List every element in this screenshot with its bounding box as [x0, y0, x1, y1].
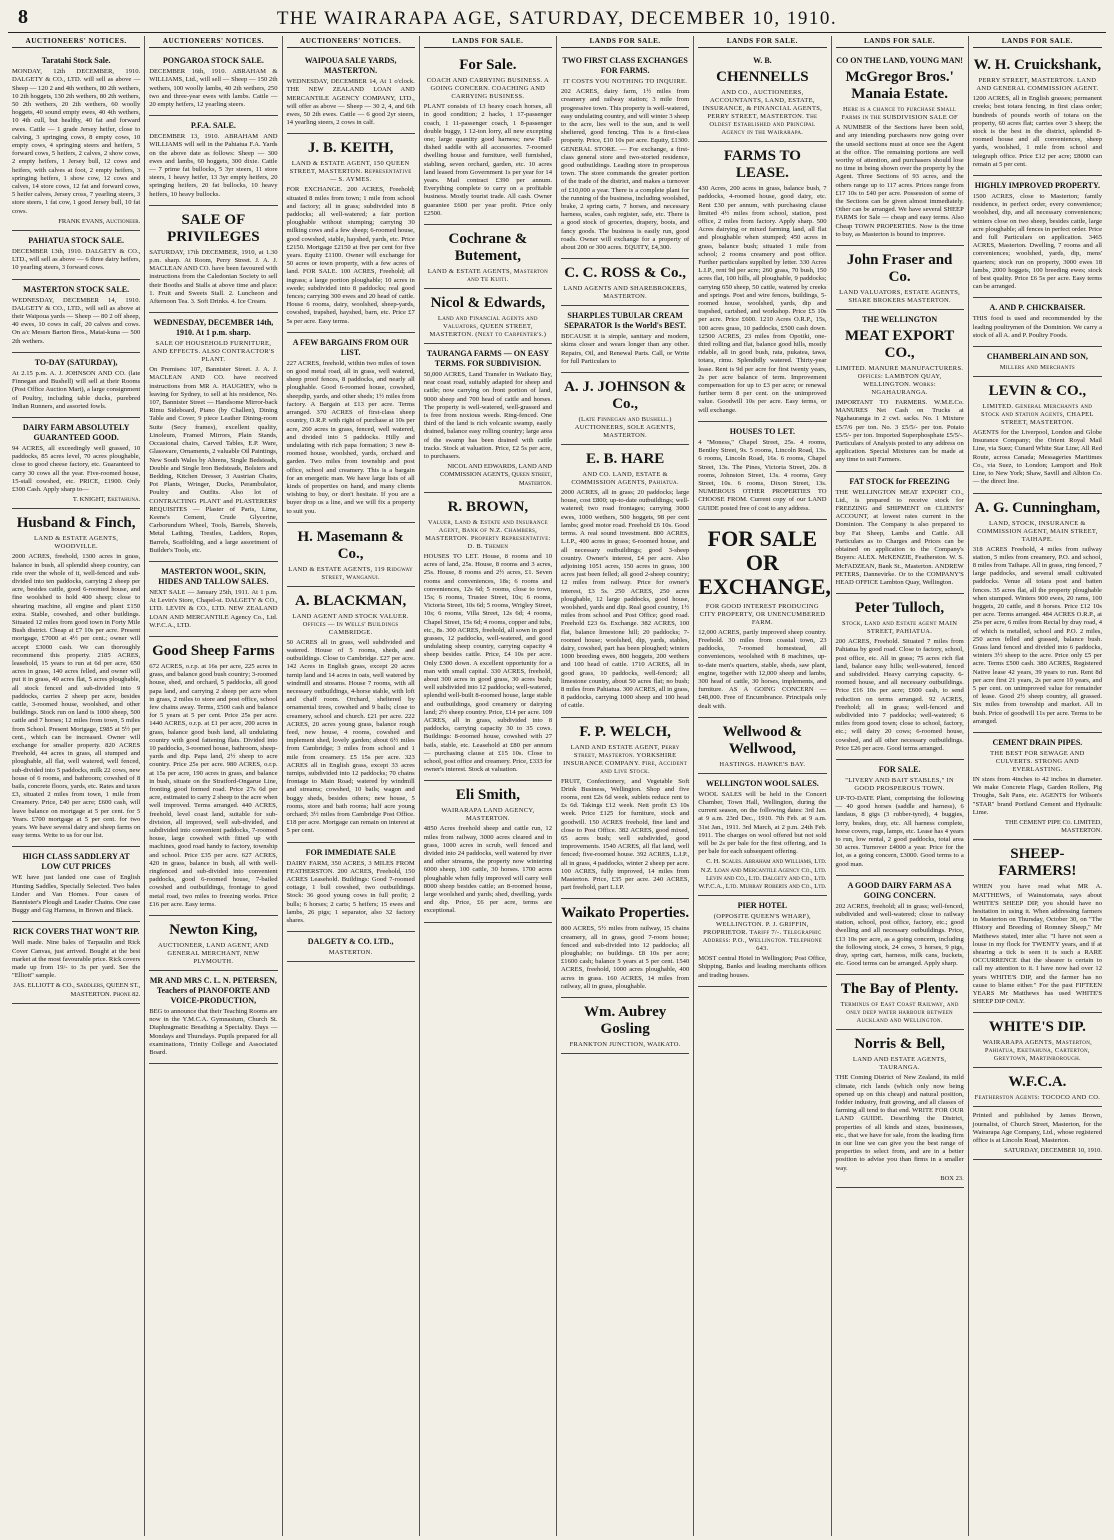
ad-heading: A GOOD DAIRY FARM AS A GOING CONCERN. — [847, 880, 952, 900]
ad-name: W.F.C.A. — [1008, 1074, 1067, 1091]
ad-body-text: 4850 Acres freehold sheep and cattle run, 12 miles from railway, 3000 acres cleared and in grass, 1000 acres in scrub, well fenced and divided into 24 paddocks, well watered by river and other streams, the property now wintering 6000 sheep, 100 cattle, 30 horses. 1700 acres ploughable when fully improved will carry well 8000 sheep besides cattle; an 8-roomed house, large woolshed and yards; shed, dwelling, yards and dip. Price, £6 per acre, terms are exceptional. — [423, 825, 552, 915]
column-7 — [832, 36, 969, 1536]
ad-heading: HOUSES TO LET. — [729, 426, 795, 436]
ad-body-text: 202 ACRES, dairy farm, 1½ miles from creamery and railway station; 3 mile from progressive town. This property is well-watered, easy undulating country, and will winter 3 sheep to the acre, lies well to the sun, and is well sheltered, good fencing. This is a first-class property. Price, £10 10s per acre. Equity, £1300. GENERAL STORE. — For exchange, a first-class general store and two-storied residence, good outbuildings. Leading store in prosperous town. The store commands the greater portion of the trade of the district, and makes a turnover of £10,000 a year. There is a complete plant for the running of the business, including woolshed, brake, 2 spring carts, 7 horses, and necessary harness, scales, cash register, safe, etc. There is a good stock of groceries, drapery, boots, and fancy goods. The business is easily run, good roads. Owner will exchange for a property of about 200 or 300 acres. EQUITY, £4,300. — [561, 88, 690, 252]
ad-heading: A FEW BARGAINS FROM OUR LIST. — [292, 337, 409, 357]
ad-body-text: 12,000 ACRES, partly improved sheep country. Freehold. 30 miles from coastal town, 23 paddocks, 7-roomed homestead, all conveniences, woolshed with 8 machines, up-to-date men's quarters, stable, sheds, saw plant, engine, together with 12,000 sheep and lambs, 300 head of cattle, 30 horses, implements, and furniture. AS A GOING CONCERN — £48,000. Free of Encumbrance. Principals only dealt with. — [698, 628, 827, 710]
advertisement — [836, 876, 964, 976]
ad-subheading: FRANKTON JUNCTION, WAIKATO. — [569, 1041, 681, 1049]
ad-name: H. Masemann & Co., — [297, 528, 404, 562]
advertisement — [12, 922, 140, 1003]
ad-body-text: 2000 ACRES, freehold, 1300 acres in grass, balance in bush, all splendid sheep country, can ride over the whole of it, well-fenced and sub-divided into ten paddocks, carrying 2 sheep per acre, besides cattle, good 6-roomed house, and fine woolshed to hold 400 sheep; close to shearing machine, all engine and plant £150 extra. Stable, cowshed, and other buildings. Situated 12 miles from good town in Forty Mile Bush district. Cheap at £7 10s per acre. Present mortgage, £7000 at 4½ per cent.; owner will accept £3000 cash. We can thoroughly recommend this property. 2185 ACRES, leasehold, 15 years to run at 6d per acre, 650 acres in grass, 140 acres felled, and owner will put it in grass, 40 acres flat, 5 acres ploughable, all stock fenced and sub-divided into 9 paddocks, carries 2 sheep per acre, besides cattle, 3-roomed house, woolshed, and other buildings. Stock run on land is 1000 sheep, 500 cattle and 7 horses; 12 miles from town, 5 miles from School. Present Mortgage, £985 at 5½ per cent., which can be increased. Owner will exchange for smaller property. 820 ACRES Freehold, 44 acres in grass, all stumped and ploughable, all flat, well watered, well fenced, sub-divided into 5 paddocks, milk 22 cows, new house of 6 rooms, and bathroom; cowshed of 8 bails, concrete floors, yards, etc. Rates and taxes £3, situated 2 miles from town, 1 mile from Creamery. Price, £40 per acre; £600 cash, will leave balance on mortgage at 5 per cent. for 5 Years. £700 mortgage at 5 per cent. for two years. We have several dairy and sheep farms on easy terms. Write to us for our list. — [12, 553, 141, 840]
advertisement — [12, 509, 140, 847]
ad-body-text: THE Coming District of New Zealand, its mild climate, rich lands (which only now being opened up on this cheap) and natural position, fodder industry, fruit growing, and all classes of farming all tend to that end. WRITE FOR OUR LAND GUIDE. Describing the District, properties of all kinds and sizes, businesses, etc., that we have for sale, from the leading firm in our line we can give you the best range of properties to select from, and are in a better position to advise you than firms in a smaller way. — [835, 1074, 964, 1172]
ad-name: Peter Tulloch, — [855, 600, 945, 617]
ad-heading: MASTERTON STOCK SALE. — [23, 284, 130, 294]
ad-name: Eli Smith, — [455, 787, 520, 804]
advertisement — [12, 353, 140, 418]
advertisement — [149, 206, 277, 313]
ad-body-text: Well made. Nine bales of Tarpaulin and Rick Cover Canvas, just arrived. Bought at the best market at the most favourable price. Rick covers made up from 19/- to 3s per yard. See the "Elliott" sample. — [12, 939, 141, 980]
ad-heading: RICK COVERS THAT WON'T RIP. — [12, 927, 140, 937]
ad-heading: HIGH CLASS SADDLERY AT LOW CUT PRICES — [22, 852, 130, 872]
ad-subheading: (OPPOSITE QUEEN'S WHARF), WELLINGTON. P. J. GRIFFIN, PROPRIETOR. Tariff 7/-. Telegraphic Address: P.O., Wellington. Telephone 643. — [702, 913, 823, 953]
ad-name: Cochrane & Butement, — [448, 231, 528, 265]
column-8 — [969, 36, 1106, 1536]
newspaper-columns — [8, 36, 1106, 1536]
advertisement — [836, 51, 964, 246]
ad-name: SHEEP-FARMERS! — [998, 846, 1077, 880]
advertisement — [561, 899, 689, 998]
ad-body-text: 94 ACRES, all exceedingly well grassed, 10 paddocks, 85 acres level, 70 acres ploughable, close to good cheese factory, etc. Guaranteed to carry 30 cows all the year. Five-roomed house, 15-stall cowshed, etc. PRICE, £1900. Only £300 Cash. Apply sharp to— — [12, 444, 141, 493]
ad-heading: CO ON THE LAND, YOUNG MAN! — [836, 56, 963, 66]
ad-signature: NICOL AND EDWARDS, LAND AND COMMISSION AGENTS, Queen Street, Masterton. — [439, 463, 552, 487]
ad-name: MEAT EXPORT CO., — [844, 328, 955, 362]
ad-name: CHENNELLS — [716, 69, 809, 86]
ad-body-text: 2000 ACRES, all in grass; 20 paddocks; large house, cost £800; up-to-date outbuildings; well-watered; two road frontages; carrying 3000 ewes, 1000 wethers, 500 hoggets, 98 per cent lambs; good motor road. Freehold £6 10s. Good terms. A real sound investment. 800 ACRES, L.I.P., 400 acres in grass; 6-roomed house, and all necessary outbuildings; good 3-sheep country. Owner's interest, £4 per acre. Also adjoining 1051 acres, 150 acres in grass, 100 acres just been felled; all good 2-sheep country; 12 miles from railway. Price for owner's interest, £3 5s. 250 ACRES, 250 acres ploughable, 12 large paddocks, good house, woolshed, yards and dip. Real good country, 1½ miles from school and Post Office; good road. Freehold £23 6s. Exchange. 382 ACRES, 100 flat, balance limestone hill; 20 paddocks; 7-roomed house; woolshed, dip, yards, stables, dairy, cowshed, part has been ploughed; winters 1000 breeding ewes, 800 hoggets, 200 wethers and 100 head of cattle. 1710 ACRES, all in good grass, 10 paddocks, well-fenced; all limestone country, about 50 acres flat; no bush; 8 miles from Pahiatua. 300 ACRES, all in grass, 8 paddocks, carrying 1000 sheep and 100 head of cattle. — [561, 489, 690, 710]
ad-subheading: LAND AND ESTATE AGENT, Perry Street, Masterton. YORKSHIRE INSURANCE COMPANY. Fire, Accident and Live Stock. — [563, 743, 688, 775]
advertisement — [424, 225, 552, 289]
ad-body-text: WHEN you have read what MR A. MATTHEWS, of Wainuiomata, says about WHITE'S SHEEP DIP, you should have no hesitation in using it. When addressing farmers in Masterton on Thursday, October 30, on "The History and Breeding of Romney Sheep," Mr Matthews stated, inter alia: "I have not seen a louse in my flock for TWENTY years, and if at shearing a tick is seen it is such a RARE OCCURRENCE that the shearer is certain to call my attention to it. I have now had over 12 years WHITE'S DIP, and the farmer has no cause to blame either." For the past FIFTEEN YEARS Mr Matthews has used WHITE'S SHEEP DIP ONLY. — [972, 883, 1102, 1006]
ad-body-text: 4 "Moness," Chapel Street, 25s. 4 rooms, Bentley Street, 9s. 5 rooms, Lincoln Road, 13s. 6 rooms, Lincoln Road, 16s. 6 rooms, Chapel Street, 13s. The Pines, Victoria Street, 20s. 8 rooms, Johnston Street, 13s. 4 rooms, Grey Street, 10s. 6 rooms, Dixon Street, 13s. NUMEROUS OTHER PROPERTIES TO CHOOSE FROM. Current copy of our LAND GUIDE posted free of cost to any address. — [698, 438, 827, 512]
ad-heading: THE WELLINGTON — [862, 315, 938, 325]
advertisement — [973, 733, 1102, 840]
advertisement — [149, 313, 277, 562]
advertisement — [973, 298, 1102, 347]
ad-heading: W. B. — [753, 56, 772, 66]
ad-body-text: 318 ACRES Freehold, 4 miles from railway station, 5 miles from creamery, P.O. and school, 8 miles from Taihape. All in grass, ring fenced, 7 large paddocks, and several small cultivated paddocks. Venue all totara post and batten fences. 35 acres flat, all the property ploughable when stumped. Winters 900 ewes, 20 rams, 100 hoggets, 20 cattle, and 8 horses. Price £12 10s per acre. Terms arranged. 484 ACRES O.R.P., at 25s per acre, 6 miles from Rectal by dray road, 4 of which is metalled, school and P.O. 2 miles, 250 acres felled and grassed, balance bush. Grass land fenced and divided into 6 paddocks, winters 3½ sheep to the acre. Price only £5 per acre. Terms £500 cash. 380 ACRES, Registered Native lease 42 years, 39 years to run. Rent 8d per acre first 21 years, 2s per acre 10 years, and 5 per cent. on unimproved value for remainder of lease. Good 2½ sheep country, all grassed. Six miles from township and market. All in bush. Price of goodwill 11s per acre. Terms to be arranged. — [972, 545, 1102, 725]
ad-heading: DAIRY FARM ABSOLUTELY GUARANTEED GOOD. — [22, 422, 130, 442]
advertisement — [836, 246, 964, 310]
ad-name: Wm. Aubrey Gosling — [584, 1004, 667, 1038]
advertisement — [561, 998, 689, 1054]
ad-name: SALE OF PRIVILEGES — [167, 211, 260, 245]
ad-subheading: AND CO., AUCTIONEERS, ACCOUNTANTS, LAND, ESTATE, INSURANCE, & FINANCIAL AGENTS, PERRY STREET, MASTERTON. The Oldest Established and Principal Agency in the Wairarapa. — [702, 89, 823, 137]
ad-subheading: "LIVERY AND BAIT STABLES," IN GOOD PROSPEROUS TOWN. — [845, 776, 954, 792]
column-header: LANDS FOR SALE. — [561, 36, 689, 48]
ad-name: Norris & Bell, — [854, 1036, 945, 1053]
advertisement — [287, 587, 415, 843]
ad-subheading: LAND & ESTATE AGENTS, Masterton and Te Kuiti. — [427, 268, 548, 284]
ad-signature: FRANK EVANS, Auctioneer. — [58, 217, 141, 225]
ad-subheading: WAIRARAPA AGENTS, Masterton, Pahiatua, Eketahuna, Carterton, Greytown, Martinborough. — [982, 1039, 1093, 1063]
advertisement — [287, 134, 415, 332]
ad-subheading: AND CO. LAND, ESTATE & COMMISSION AGENTS, Pahiatua. — [571, 471, 679, 487]
advertisement — [836, 472, 964, 594]
ad-subheading: Valuer, Land & Estate and Insurance Agent, Bank of N.Z. Chambers, MASTERTON. Property Representative: D. B. Themen — [425, 518, 551, 550]
advertisement — [12, 418, 140, 509]
ad-body-text: DECEMBER 13th, 1910. DALGETY & CO., LTD., will sell as above — 6 three dairy heifers, 10 yearling steers, 3 forward cows. — [12, 248, 141, 272]
ad-body-text: PLANT consists of 13 heavy coach horses, all in good condition; 2 hacks, 1 17-passenger coach, 1 11-passenger coach, 1 8-passenger double buggy, 1 12-ton lorry, all new excepting one; large quantity good harness; new Hall-dished saddle with all accessories. 7-roomed dwelling house and furniture, well furnished, stabling, seven orchard, garden, etc. 10 acres land leased from Government 1s per year for 14 years. Mail contract £390 per annum. Everything complete to carry on a profitable business. Mostly tourist trade. All cash. Owner guarantee £600 per year profit. Price only £2500. — [423, 103, 552, 217]
ad-heading: A. AND P. CHICKBAISER. — [989, 303, 1086, 313]
advertisement — [561, 259, 689, 306]
ad-body-text: 430 Acres, 200 acres in grass, balance bush, 7 paddocks, 4-roomed house, good dairy, etc. Rent £30 per annum, with purchasing clause limited 4½ miles from school, station, post office, 2 miles from factory. Apply sharp. 500 Acres dairying or mixed farming land, all flat and ploughable when stumped; 450 acres in grass, balance bush; situated 1 mile from school; 2 rooms creamery and post office. Further particulars supplied by letter. 330 Acres L.I.P., rent 9d per acre; 260 grass, 70 bush, 150 acres flat, 100 hills, all ploughable, 9 paddocks; carrying 650 sheep, 50 cattle, watered by creeks and springs. Post and wire fences, buildings, 5-roomed house, woolshed, yards, dip and trapshed, cartshed, and workshop. Price £5 10s per acre. Price £600. 1210 Acres O.R.P., 15s, 100 acres grass, 10 paddocks, £500 cash down. 12500 ACRES, 23 miles from Opotiki, one-third rolling and flat, balance good hills, mostly ridable, all in good bush, rata, pukatea, tawa, totara, rimu. Splendidly watered. Thirty-year lease. Rent is 9d per acre for first twenty years, 2s per acre balance of term. Improvement compensation for up to £3 per acre; or renewal further term 8 per cent. on the unimproved value. Goodwill 10s per acre. Easy terms, or will exchange. — [698, 185, 827, 414]
ad-subheading: LAND AGENT AND STOCK VALUER. Offices — In Wells' Buildings CAMBRIDGE. — [292, 612, 409, 636]
ad-name: W. H. Cruickshank, — [973, 57, 1102, 74]
ad-subheading: FOR GOOD INTEREST PRODUCING CITY PROPERTY, OR UNENCUMBERED FARM. — [699, 602, 826, 626]
advertisement — [973, 1107, 1102, 1160]
ad-name: E. B. HARE — [585, 451, 665, 468]
advertisement — [561, 445, 689, 717]
ad-body-text: SATURDAY, 17th DECEMBER, 1910, at 1.30 p.m. sharp. At Room, Perry Street. J. A. J. MACLEAN AND CO. have been favoured with instructions from the Caledonian Society to sell their Booths and Stalls at above time and place: 1. Fruit and Sweets Stall. 2. Luncheon and Afternoon Tea. 3. Soft Drinks. 4. Ice Cream. — [149, 248, 278, 306]
advertisement — [973, 51, 1102, 176]
advertisement — [836, 310, 964, 472]
ad-name: A. J. JOHNSON & Co., — [564, 379, 687, 413]
ad-body-text: MONDAY, 12th DECEMBER, 1910. DALGETY & CO., LTD. will sell as above — Sheep — 120 2 and 4th wethers, 80 2th wethers, 10 2th hoggets, 130 2th wethers, 80 2th wethers, 50 2th wethers, 20 2th wethers, 60 woolly hoggets, 40 sound empty ewes, 40 4th wethers, 10 4th cull, but healthy, 40 fat and forward ewes. Cattle — 1 grade Jersey heifer, close to calving, 3 springing cows, 8 empty cows, 10 empty cows, 4 springing steers and heifers, 5 forward cows, 5 heifers, 2 calves, 2 show cows, 2 empty heifers, 1 Jersey bull, 12 cows and heifers, with calves at foot, 2 empty heifers, 3 springing heifers, 1 show cow, 12 cows and calves, 14 store cows, 12 fat and forward cows, 5 heifer calves, Jersey cross, 7 yearling steers, 3 store steers, 1 fat cow, 1 good Jersey bull, 10 fat cows. — [12, 68, 141, 215]
ad-heading: WELLINGTON WOOL SALES. — [705, 778, 819, 788]
ad-subheading: Land and Financial Agents and Valuators, QUEEN STREET, MASTERTON. (Next to Carpenter's.) — [429, 315, 547, 339]
ad-name: Good Sheep Farms — [152, 642, 275, 659]
ad-body-text: MOST central Hotel in Wellington; Post Office, Shipping, Banks and leading merchants offices and trading houses. — [698, 955, 827, 979]
advertisement — [698, 422, 826, 520]
advertisement — [287, 333, 415, 523]
ad-signature: JAS. ELLIOTT & CO., Saddlers, QUEEN ST., MASTERTON. Phone 82. — [13, 982, 141, 998]
ad-signature: BOX 23. — [940, 1174, 964, 1182]
advertisement — [973, 840, 1102, 1013]
ad-name: McGregor Bros.' Manaia Estate. — [845, 69, 954, 103]
advertisement — [973, 176, 1102, 298]
advertisement — [287, 523, 415, 587]
ad-heading: PIER HOTEL — [737, 901, 788, 911]
advertisement — [698, 520, 831, 718]
ad-body-text: On Premises: 107, Bannister Street. J. A. J. MACLEAN AND CO. have received instructions from MR A. HAUGHEY, who is leaving for Sydney, to sell at his residence, No. 107, Bannister Street — Handsome Mirror-back Rimu Sideboard, Piano (by Challen), Dining Table and Cover, 9 piece Leather Dining-room Suite (Secy frames), excellent quality, Linoleum, Framed Mirrors, Plain Stands, Occasional chairs, Carved Tables, E.P. Ware, Glassware, Ornaments, 2 valuable Oil Paintings, New South Wales by Ahrens, Single Bedsteads, Double and Single Iron Bedsteads, Bolsters and Bedding, Kitchen Dresser, 3 Austrian Chairs, Pot Plants, Wringer, Ducks, Perambulator, Poultry and Outfits. Also lot of CONTRACTING PLANT and PLASTERERS' REQUISITES — Plaster of Paris, Lime, Keene's Cement, Crude Glycerine, Carborundum Wheel, Tools, Barrels, Shovels, Metal Lathing, Trestles, Ladders, Ropes, Barrels, Scaffolding, and a large assortment of Builder's Tools, etc. — [149, 366, 278, 554]
column-4 — [420, 36, 557, 1536]
ad-heading: SHARPLES TUBULAR CREAM SEPARATOR Is the World's BEST. — [564, 311, 686, 331]
advertisement — [12, 231, 140, 280]
ad-heading: PONGAROA STOCK SALE. — [162, 56, 264, 66]
ad-name: A. G. Cunningham, — [974, 499, 1101, 516]
ad-body-text: DECEMBER 13, 1910. ABRAHAM AND WILLIAMS will sell in the Pahiatua F.A. Yards on the above date as follows: Sheep — 300 ewes and lambs, 60 hoggets, 300 dixie. Cattle — 7 prime fat bullocks, 5 3yr steers, 11 store steers, 1 heavy heifer, 13 3yr empty heifers, 20 springing heifers, 20 fat bullocks, 10 heavy heifers, 10 heavy bullocks. — [149, 133, 278, 198]
ad-body-text: 227 ACRES, freehold, within two miles of town on good metal road, all in grass, well watered, sheep proof fences, 8 paddocks, and nearly all ploughable. Good 6-roomed house, cowshed, sheepdip, yards, and other sheds; 1½ miles from factory. A Bargain at £13 per acre. Terms arranged. 370 ACRES of first-class sheep country, O.R.P. with right of purchase at 10s per acre, 260 acres in grass, fenced, well watered, and divided into 5 paddocks. Hilly and undulating with rich papa formation; 3 new 8-roomed house, woolshed, yards, orchard and garden. Two miles from township and post office, school and creamery. This is a bargain for an energetic man. We have large lists of all kinds of properties on hand, and many clients wishing to buy, or don't hesitate. If you are a buyer drop us a line, and we will fix a property to suit you. — [286, 359, 415, 515]
ad-heading: TWO FIRST CLASS EXCHANGES FOR FARMS. — [562, 56, 688, 76]
ad-subheading: LAND VALUATORS, ESTATE AGENTS, SHARE BROKERS MASTERTON. — [839, 289, 961, 305]
column-header: LANDS FOR SALE. — [698, 36, 826, 48]
column-3 — [283, 36, 420, 1536]
ad-name: A. BLACKMAN, — [295, 592, 407, 609]
column-header: AUCTIONEERS' NOTICES. — [287, 36, 415, 48]
ad-body-text: THIS food is used and recommended by the leading poultrymen of the Dominion. We carry a stock of all A. and P. Poultry Foods. — [972, 315, 1102, 339]
ad-name: Husband & Finch, — [16, 515, 136, 532]
ad-subheading: LAND & ESTATE AGENTS, 119 Ridgway Street, Wanganui. — [288, 565, 413, 581]
column-6 — [694, 36, 831, 1536]
ad-subheading: Here is a chance to purchase Small Farms in the SUBDIVISION SALE OF — [841, 106, 958, 122]
ad-subheading: LAND & ESTATE AGENTS, WOODVILLE. — [34, 535, 119, 551]
column-header: AUCTIONEERS' NOTICES. — [12, 36, 140, 48]
column-header: LANDS FOR SALE. — [973, 36, 1102, 48]
ad-subheading: MASTERTON. — [328, 949, 373, 957]
ad-subheading: AUCTIONEER, LAND AGENT, AND GENERAL MERCHANT, NEW PLYMOUTH. — [158, 942, 269, 966]
ad-body-text: NEXT SALE — January 25th, 1911. At 1 p.m. At Levin's Store, Chapel-st. DALGETY & CO., LTD. LEVIN & CO., LTD. NEW ZEALAND LOAN AND MERCANTILE Agency Co., Ltd. W.F.C.A., LTD. — [149, 588, 278, 629]
advertisement — [149, 971, 277, 1064]
advertisement — [12, 847, 140, 922]
ad-heading: WAIPOUA SALE YARDS, MASTERTON. — [304, 56, 397, 76]
advertisement — [973, 347, 1102, 377]
advertisement — [836, 975, 964, 1030]
ad-heading: TAURANGA FARMS — ON EASY TERMS. FOR SUBDIVISION. — [426, 349, 550, 369]
column-5 — [557, 36, 694, 1536]
ad-heading: MASTERTON WOOL, SKIN, HIDES AND TALLOW SALES. — [158, 566, 269, 586]
ad-body-text: 200 ACRES, Freehold. Situated 7 miles from Pahiatua by good road. Close to factory, school, post office, etc. All in grass; 75 acres rich flat land, balance easy hills; well-watered, fenced and subdivided. Heavy carrying capacity. 6-roomed house, and all necessary outbuildings. Price £16 10s per acre; £600 cash, to send reduction on terms arranged. 92 ACRES, Freehold; all in grass; well-fenced and subdivided into 7 paddocks; well-watered; 6 miles from good town; close to school, factory, etc.; will dairy 20 cows; 6-roomed house, cowshed, and all other necessary outbuildings. Price £26 per acre. Good terms arranged. — [835, 638, 964, 752]
ad-body-text: 50,000 ACRES, Land Transfer in Waikato Bay, near coast road, suitably adapted for sheep and cattle; now carrying on front portion of land, 9000 sheep and 700 head of cattle and horses. The property is well-watered, well-grassed and is free from noxious weeds. Ring-fenced. One third of the land is rich volcanic swamp, easily drained, balance easy rolling country; large area of the swamp has been drained with cattle tracks. Stock at valuation. Price, £2 5s per acre, to purchasers. — [423, 371, 552, 461]
ad-subheading: LIMITED. MANURE MANUFACTURERS. Offices: LAMBTON QUAY, WELLINGTON. Works: NGAHAURANGA. — [835, 365, 964, 397]
ad-name: For Sale. — [459, 57, 517, 74]
ad-subheading: WAIRARAPA LAND AGENCY, MASTERTON. — [441, 807, 535, 823]
ad-body-text: 1500 ACRES, close to Masterton; family residence, in perfect order, every convenience; woolshed, dip, and all necessary conveniences; winters close on two sheep, besides cattle, large acre ploughable; all fences in perfect order. Price and full Particulars on application. 3465 ACRES, Masterton. Dwelling, 7 rooms and all conveniences; woolshed, yards, dip, mens' quarters; stock run on property, 3000 ewes 18 lambs, 2000 hoggets, 100 breeding ewes; stock of best quality. Price £6 5s per acre. Easy terms can be arranged. — [972, 193, 1102, 291]
ad-body-text: DECEMBER 16th, 1910. ABRAHAM & WILLIAMS, Ltd., will sell — Sheep — 150 2th wethers, 100 woolly lambs, 40 2th wethers, 250 two and three-year ewes with lambs. Cattle — 20 empty heifers, 12 yearling steers. — [149, 68, 278, 109]
ad-heading: FOR IMMEDIATE SALE — [305, 847, 396, 857]
advertisement — [149, 51, 277, 116]
ad-body-text: DAIRY FARM, 350 ACRES, 3 MILES FROM FEATHERSTON. 200 ACRES, Freehold, 150 ACRES Leasehold. Buildings: Good 7-roomed cottage, 1 bull cowshed, two outbuildings. Stock: 36 good young cows in full profit; 2 bulls; 6 horses; 2 carts; 5 heifers; 15 ewes and lambs, 26 pigs; 1 separator, also 32 factory shares. — [286, 859, 415, 925]
advertisement — [424, 493, 552, 781]
ad-body-text: IN sizes from 4inches to 42 inches in diameter. We make Concrete Flags, Garden Rollers, Pig Troughs, Salt Pans, etc. AGENTS for Wilson's "STAR" brand Portland Cement and Hydraulic Lime. — [972, 775, 1102, 816]
ad-body-text: WOOL SALES will be held in the Concert Chamber, Town Hall, Wellington, during the current season, on the following dates: 3rd Jan. at 9 a.m. 23rd Dec., 1910. 7th Feb. at 9 a.m. 31st Jan., 1911. 3rd March, at 2 p.m. 24th Feb. 1911. The charges on wool offered but not sold will be 2s per bale for the first offering, and 1s per bale for each subsequent offering. — [698, 790, 827, 856]
ad-body-text: 1200 ACRES, all in English grasses; permanent creeks; best totara fencing, in first class order; hundreds of pounds worth of totara on the property, 60 acres flat; carries over 3 sheep; the stock is the best in the district, splendid 8-roomed house and all conveniences, sheep yards, woolshed, 1 mile from school and telegraph office. Price £12 per acre; £8000 can remain at 5 per cent. — [972, 95, 1102, 168]
column-1 — [8, 36, 145, 1536]
column-2 — [145, 36, 282, 1536]
ad-body-text: WEDNESDAY, DECEMBER 14, 1910. DALGETY & CO., LTD., will sell as above at their Waipoua yards — Sheep — 80 2 off sheep, 40 ewes, 10 cows in calf, 20 calves and cows. On a/c Messrs Barton Bros., Matai-kuna — 500 2th wethers. — [12, 296, 141, 345]
column-header: LANDS FOR SALE. — [836, 36, 964, 48]
advertisement — [698, 774, 826, 896]
advertisement — [424, 344, 552, 493]
ad-name: F. P. WELCH, — [579, 723, 671, 740]
ad-body-text: HOUSES TO LET. House, 8 rooms and 10 acres of land, 25s. House, 8 rooms and 3 acres, 25s. House, 8 rooms and 2½ acres, £1. Seven rooms and conveniences, 18s; 6 rooms and conveniences, 12s 6d; 5 rooms, close to town, 15s; 6 rooms, Trustee Street, 10s; 6 rooms, Victoria Street, 10s 6d; 5 rooms, Wrigley Street, 10s; 6 rooms, Villa Street, 12s 6d; 4 rooms, Chapel Street, 15s 6d; 4 rooms, copper and tubs, etc., 8s. 300 ACRES, freehold, all sown in good grasses, 12 paddocks, well-watered, and good undulating sheep country, carrying capacity 4 sheep besides cattle. Price, £4 10s per acre. Only £300 down. A excellent opportunity for a man with small capital. 330 ACRES, freehold, about 300 acres in good grass, 30 acres bush; well subdivided into 12 paddocks; well-watered, splendid well-built 8-roomed house, large stable and outbuildings, good creamery or dairying land; 2½ sheep country. Price, £14 per acre. 109 ACRES, all in grass, subdivided into 8 paddocks, carrying capacity 30 to 35 cows. Buildings: 8-roomed house, cowshed with 27 bails, stable, etc. Leasehold at £80 per annum — purchasing clause at £15 10s. Close to school, post office and creamery. Price, £333 for owner's interest. Stock at valuation. — [423, 552, 552, 774]
ad-subheading: LAND AND ESTATE AGENTS, TAURANGA. — [852, 1056, 947, 1072]
ad-signature: SATURDAY, DECEMBER 10, 1910. — [1004, 1147, 1102, 1155]
advertisement — [973, 377, 1102, 493]
ad-heading: FAT STOCK for FREEZING — [849, 476, 950, 486]
ad-body-text: 672 ACRES, o.r.p. at 16s per acre, 225 acres in grass, and balance good bush country; 3-roomed house, shed, and orchard, 5 paddocks, all good papa land, and carrying 2 sheep per acre when in grass, 2 miles to store and post office, school few chains away. Terms, £500 cash and balance for 5 years at 5 per cent. Price 25s per acre. 1440 ACRES, o.r.p. at £1 per acre, 200 acres in grass, balance good bush land, all undulating country with good fattening flats. Divided into 10 paddocks, 3-roomed house, bathroom, sheep-yards and dip. Papa land, 2½ sheep to acre country. Price 25s per acre. 980 ACRES, o.r.p. at 15s per acre, 190 acres in grass, and balance in bush, situate on the Stratford-Ongarue Line, fronting good formed road. Price 27s 6d per acre, estimated to carry 2 sheep to the acre when well improved. Terms arranged. 440 ACRES, freehold, level coast land, suitable for sub-division, all improved, well sub-divided, and subdivided into convenient paddocks, 7-roomed house, large cowshed with fitted up with machines, good road handy to factory, township and school. Price £35 per acre. 627 ACRES, 420 in grass, balance in bush, all with well-ringfenced and sub-divided into convenient paddocks, good 6-roomed house, 7-bailed cowshed and outbuildings, frontage to good metal road, two miles to freezing works. Price £16 per acre. Easy terms. — [149, 662, 278, 908]
ad-heading: PAHIATUA STOCK SALE. — [28, 236, 125, 246]
advertisement — [149, 116, 277, 206]
advertisement — [561, 51, 689, 259]
advertisement — [149, 637, 277, 916]
ad-subheading: SALE OF HOUSEHOLD FURNITURE, AND EFFECTS. ALSO CONTRACTOR'S PLANT. — [152, 340, 275, 364]
ad-heading: P.F.A. SALE. — [190, 121, 236, 131]
advertisement — [287, 932, 415, 962]
ad-name: WHITE'S DIP. — [988, 1019, 1086, 1036]
advertisement — [836, 1030, 964, 1188]
advertisement — [424, 781, 552, 922]
ad-body-text: 202 ACRES, freehold; all in grass; well-fenced, subdivided and well-watered; close to railway station, school, post office, factory, etc.; good dwelling and all necessary outbuildings. Price, £13 10s per acre, as a going concern, including the following stock, 24 cows, 3 horses, 9 pigs, dray, spring cart, harness, milk cans, buckets, etc. Good terms can be arranged. Apply sharp. — [835, 902, 964, 968]
ad-body-text: IMPORTANT TO FARMERS. W.M.E.Co. MANURES Net Cash on Trucks at Ngahauranga in 2 cwt. sacks. No. 1 Mixture £5/7/6 per ton. No. 3 £5/5/- per ton. Potato £5/5/- per ton. Imported Superphosphate £5/5/-. Particulars of Analysis posted to any address on application. Special Mixtures can be made at any time to suit Farmers. — [835, 399, 964, 464]
ad-subheading: THE BEST FOR SEWAGE AND CULVERTS. STRONG AND EVERLASTING. — [990, 749, 1085, 773]
ad-display-heading: FOR SALE OR EXCHANGE, — [698, 525, 831, 599]
column-header: AUCTIONEERS' NOTICES. — [149, 36, 277, 48]
ad-name: Waikato Properties. — [561, 905, 690, 922]
page-number: 8 — [18, 6, 28, 28]
ad-body-text: 50 ACRES all in grass, well subdivided and watered. House of 5 rooms, sheds, and outbuildings. Close to Cambridge. £27 per acre. 142 Acres in English grass, except 20 acres turnip land and 14 acres in oats, well watered by windmill and streams. House 7 rooms, with all necessary outbuildings, 4-horse stable, with loft and chaff room. Orchard, sheltered by ornamental trees, cowshed and 9 bails; close to creamery, school and church. £21 per acre. 222 ACRES, 20 acres young grass, balance rough feed, new house, 4 rooms, cowshed and implement shed, lovely garden; about 6½ miles from Cambridge; 3 miles from school and 1 mile from creamery. £5 15s per acre. 323 ACRES all in English grass, except 33 acres turnips, subdivided into 12 paddocks; 70 chains frontage to Main Road; watered by windmill and streams; cowshed, 10 bails; wagon and buggy sheds, besides others; new house, 5 rooms, store and bath rooms; half acre young orchard; 3½ miles from Cambridge Post Office. £18 per acre. Mortgage can remain on interest at 5 per cent. — [286, 638, 415, 835]
advertisement — [149, 916, 277, 971]
ad-body-text: Printed and published by James Brown, journalist, of Church Street, Masterton, for the Wairarapa Age Company, Ltd., whose registered office is at Lincoln Road, Masterton. — [972, 1112, 1102, 1145]
advertisement — [561, 373, 689, 445]
advertisement — [698, 718, 826, 774]
ad-heading: CHAMBERLAIN AND SON, — [986, 352, 1088, 362]
ad-subheading: PERRY STREET, MASTERTON. LAND AND GENERAL COMMISSION AGENT. — [976, 77, 1099, 93]
ad-subheading: LAND & ESTATE AGENT, 150 QUEEN STREET, MASTERTON. Representative — S. AYMES. — [289, 160, 412, 184]
ad-body-text: At 2.15 p.m. A. J. JOHNSON AND CO. (late Finnegan and Bushell) will sell at their Rooms (Post Office Auction Mart), a large consignment of Poultry, including table ducks, purebred Indian Runners, and assorted fowls. — [12, 369, 141, 410]
column-header: LANDS FOR SALE. — [424, 36, 552, 48]
advertisement — [698, 142, 826, 422]
ad-heading: MR AND MRS C. L. N. PETERSEN, Teachers of PIANOFORTE AND VOICE-PRODUCTION, — [149, 976, 277, 1006]
ad-subheading: Millers and Merchants — [999, 364, 1076, 372]
newspaper-title: THE WAIRARAPA AGE, SATURDAY, DECEMBER 10, 1910. — [276, 8, 838, 29]
ad-heading: CEMENT DRAIN PIPES. — [992, 737, 1083, 747]
ad-body-text: WE have just landed one case of English Hunting Saddles, Specially Selected. Two bales Linder and Van Homes. Four cases of Bannister's Plough and Leader Chains. One case Buggy and Gig Harness, in Brown and Black. — [12, 874, 141, 915]
ad-name: Nicol & Edwards, — [430, 295, 546, 312]
advertisement — [973, 494, 1102, 733]
ad-signature: C. H. Scales. Abraham and Williams, Ltd. N.Z. Loan and Mercantile Agency Co., Ltd. Levin and Co., Ltd. Dalgety and Co., Ltd. W.F.C.A., Ltd. Murray Roberts and Co., Ltd. — [698, 858, 827, 890]
ad-name: John Fraser and Co. — [846, 252, 953, 286]
ad-signature: T. KNIGHT, Eketahuna. — [72, 496, 141, 504]
advertisement — [149, 562, 277, 637]
ad-heading: Taratahi Stock Sale. — [41, 56, 111, 66]
ad-body-text: WEDNESDAY, DECEMBER 14, At 1 o'clock. THE NEW ZEALAND LOAN AND MERCANTILE AGENCY COMPANY, LTD., will offer as above — Sheep — 30 2, 4, and 6th ewes, 50 2th ewes. Cattle — 6 good 2yr steers, 14 yearling steers, 2 cows in calf. — [286, 78, 415, 127]
ad-subheading: Terminus of East Coast Railway, and only deep water harbour between Auckland and Wellington. — [840, 1001, 959, 1025]
ad-subheading: LAND, STOCK, INSURANCE & COMMISSION AGENT, MAIN STREET, TAIHAPE. — [977, 519, 1098, 543]
ad-body-text: FOR EXCHANGE. 200 ACRES, Freehold; situated 8 miles from town; 1 mile from school and factory; all in grass; subdivided into 8 paddocks; all well-watered; a fair portion ploughable without stumping; carrying 30 milking cows and a few sheep; 6-roomed house, good cowshed, stable, hayshed, yards, etc. Price £2150. Mortgage £2150 at five per cent for five years. Equity £1100. Owner will exchange for 50 acres or town property, with a few acres of land. FOR SALE. 100 ACRES, Freehold; all ingrass; a large portion ploughable; 10 acres in swede; subdivided into 8 paddocks; real good fences; carrying 300 ewes and 20 head of cattle. House 6 rooms, dairy, woolshed, sheep-yards, cowshed, trapshed, hayshed, barn, etc. Price £7 5s per acre. Easy terms. — [286, 186, 415, 325]
masthead — [8, 6, 1106, 33]
ad-heading: DALGETY & CO. LTD., — [307, 937, 394, 947]
advertisement — [424, 289, 552, 344]
ad-body-text: THE WELLINGTON MEAT EXPORT CO., Ltd., is prepared to receive stock for FREEZING and SHIPMENT on CLIENTS' ACCOUNT, at lowest rates current in the Dominion. The Company is also prepared to buy Fat Sheep, Lambs and Cattle. All Particulars as to Charges and Prices can be obtained on application to the Company's Buyers: ALEX. McKENZIE, Featherston. W. S. McFADZEAN, Bank St., Masterton. ANDREW PETERS, Dannevirke. Or to the COMPANY'S HEAD OFFICE Lambton Quay, Wellington. — [835, 488, 964, 586]
ad-name: Wellwood & Wellwood, — [722, 723, 803, 757]
advertisement — [698, 51, 826, 142]
ad-body-text: FRUIT, Confectionery, and Vegetable Soft Drink Business, Wellington. Shop and five rooms, rent £2s 6d week, sublets reduce rent to £s 6d. Takings £12 week. Nett profit £3 10s week. Price £125 for furniture, stock and goodwill. 150 ACRES freehold, fine land and close to Post Office. 382 ACRES, good mixed, 65 acres bush; well subdivided, good improvements. 1540 ACRES, all flat land, well fenced; five-roomed house. 392 ACRES, L.I.P., all in grass, 4 paddocks, winter 2 sheep per acre. 100 ACRES, fully improved, 14 miles from Masterton. Price, £35 per acre. 240 ACRES, part freehold, part L.I.P. — [561, 777, 690, 892]
ad-subheading: LAND AGENTS AND SHAREBROKERS, MASTERTON. — [563, 285, 687, 301]
advertisement — [836, 760, 964, 876]
ad-signature: THE CEMENT PIPE Co. LIMITED, MASTERTON. — [1004, 818, 1102, 835]
advertisement — [973, 1068, 1102, 1107]
ad-name: The Bay of Plenty. — [840, 981, 959, 998]
ad-name: FARMS TO LEASE. — [723, 148, 801, 182]
ad-subheading: Featherston Agents: TOCOCO AND CO. — [974, 1094, 1101, 1102]
advertisement — [973, 1013, 1102, 1068]
ad-body-text: BEG to announce that their Teaching Rooms are now in the Y.M.C.A. Gymnasium, Church St. Diaphragmatic Breathing a Speciality. Days — Mondays and Thursdays. Pupils prepared for all examinations, Trinity College and Associated Board. — [149, 1008, 278, 1057]
advertisement — [287, 843, 415, 933]
ad-body-text: 800 ACRES, 5½ miles from railway, 15 chains creamery, all in grass, good 7-room house; fenced and sub-divided into 12 paddocks; all ploughable; no buildings. £8 10s per acre; £1600 cash; balance 5 years at 5 per cent. 1540 ACRES, freehold, 1000 acres ploughable, 400 acres in grass. 160 ACRES, 14 miles from railway, all in grass, ploughable. — [561, 925, 690, 990]
ad-heading: TO-DAY (SATURDAY), — [34, 357, 118, 367]
ad-subheading: (Late Finnegan and Bushell.) AUCTIONEERS, SOLE AGENTS, MASTERTON. — [574, 416, 676, 440]
ad-subheading: IT COSTS YOU NOTHING TO INQUIRE. — [563, 78, 688, 86]
ad-name: LEVIN & CO., — [988, 383, 1087, 400]
ad-body-text: A NUMBER of the Sections have been sold, and any intending purchasers now going over the unsold sections must at once see the Agent at the office. The remaining portions are well worthy of attention, and purchasers should lose no time in being shown over the property by the Agent. Three Sections of 93 acres, and the others range up to 117 acres. Prices range from £17 10s to £40 per acre. Possession of some of the Sections can be given almost immediately. Other can be arranged. We have several SHEEP FARMS for Sale — cheap and easy terms. Also Cheap TOWN PROPERTIES. Now is the time to buy, as Masterton is bound to improve. — [835, 124, 964, 238]
ad-subheading: HASTINGS. HAWKE'S BAY. — [719, 760, 806, 768]
advertisement — [12, 51, 140, 231]
ad-body-text: BECAUSE it is simple, sanitary and modern, skims closer and wears longer than any other. Repairs, Oil, and Renewal Parts. Call, or Write for full Particulars to — [561, 333, 690, 365]
ad-body-text: AGENTS for the Liverpool, London and Globe Insurance Company; the Orient Royal Mail Line, via Suez; Cunard White Star Line; All Red Route, across Canada; Messageries Maritimes Co., via Suez, to London; Lamport and Holt Line, to New York; Shaw, Savill and Albion Co. — the direct line. — [972, 429, 1102, 486]
ad-heading: HIGHLY IMPROVED PROPERTY. — [974, 181, 1101, 191]
advertisement — [12, 280, 140, 353]
ad-heading: FOR SALE. — [878, 764, 921, 774]
ad-heading: WEDNESDAY, DECEMBER 14th, 1910. At 1 p.m. sharp. — [153, 318, 274, 338]
ad-name: R. BROWN, — [447, 498, 529, 515]
advertisement — [561, 306, 689, 373]
advertisement — [287, 51, 415, 134]
ad-subheading: Stock, Land and Estate agent MAIN STREET, PAHIATUA. — [841, 620, 958, 636]
advertisement — [424, 51, 552, 225]
ad-name: C. C. ROSS & Co., — [564, 265, 686, 282]
advertisement — [836, 594, 964, 760]
advertisement — [698, 896, 826, 987]
ad-body-text: UP-TO-DATE Plant, comprising the following — 40 good horses (saddle and harness), 6 landaus, 8 gigs (3 rubber-tyred), 4 buggies, lorry, brakes, dray, etc. All harness complete, horse covers, rugs, lamps, etc. Lease has 4 years to run, low rental, 2 good paddocks, total area 30 acres. Turnover £4000 a year. Price for the lot, as a going concern, £3000. Good terms to a good man. — [835, 794, 964, 868]
ad-name: J. B. KEITH, — [307, 140, 394, 157]
ad-subheading: COACH AND CARRYING BUSINESS. A GOING CONCERN. COACHING AND CARRYING BUSINESS. — [426, 77, 549, 101]
ad-subheading: LIMITED. General Merchants and Stock and Station Agents, CHAPEL STREET, MASTERTON. — [981, 403, 1094, 427]
advertisement — [561, 718, 689, 900]
ad-name: Newton King, — [169, 922, 258, 939]
